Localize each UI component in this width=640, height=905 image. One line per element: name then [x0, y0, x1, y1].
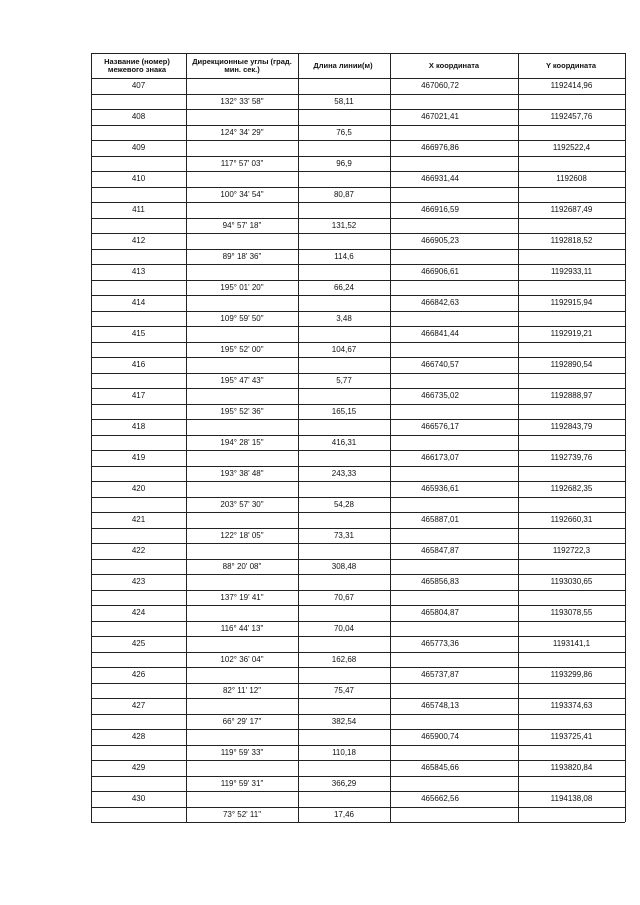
line-length: 165,15: [331, 406, 357, 416]
direction-angle: 94° 57' 18": [222, 220, 262, 230]
direction-angle: 88° 20' 08": [222, 561, 262, 571]
line-length: 76,5: [336, 127, 352, 137]
row-rule: [91, 512, 625, 513]
header-point-name: Название (номер) межевого знака: [104, 57, 170, 74]
point-number: 415: [131, 329, 146, 339]
row-rule: [91, 543, 625, 544]
point-number: 412: [131, 236, 146, 246]
row-rule: [91, 388, 625, 389]
row-rule: [91, 435, 625, 436]
x-coordinate: 465847,87: [421, 546, 459, 556]
point-number: 408: [131, 112, 146, 122]
row-rule: [91, 404, 625, 405]
row-rule: [91, 202, 625, 203]
line-length: 70,04: [333, 623, 355, 633]
y-coordinate: 1192919,21: [550, 329, 593, 339]
row-rule: [91, 683, 625, 684]
row-rule: [91, 466, 625, 467]
point-number: 423: [131, 577, 146, 587]
row-rule: [91, 745, 625, 746]
y-coordinate: 1192522,4: [552, 143, 591, 153]
line-length: 17,46: [333, 809, 355, 819]
y-coordinate: 1192414,96: [550, 81, 593, 91]
y-coordinate: 1193299,86: [550, 670, 593, 680]
line-length: 382,54: [331, 716, 357, 726]
x-coordinate: 466576,17: [421, 422, 459, 432]
direction-angle: 119° 59' 31": [220, 778, 264, 788]
point-number: 416: [131, 360, 146, 370]
y-coordinate: 1192888,97: [550, 391, 593, 401]
row-rule: [91, 590, 625, 591]
point-number: 418: [131, 422, 146, 432]
y-coordinate: 1193725,41: [550, 732, 593, 742]
row-rule: [91, 729, 625, 730]
row-rule: [91, 373, 625, 374]
line-length: 366,29: [331, 778, 357, 788]
point-number: 409: [131, 143, 146, 153]
row-rule: [91, 807, 625, 808]
header-x-coordinate: X координата: [428, 61, 480, 70]
row-rule: [91, 559, 625, 560]
y-coordinate: 1193141,1: [552, 639, 591, 649]
line-length: 58,11: [334, 96, 354, 106]
row-rule: [91, 326, 625, 327]
point-number: 426: [131, 670, 146, 680]
direction-angle: 195° 52' 36": [220, 406, 264, 416]
row-rule: [91, 621, 625, 622]
row-rule: [91, 311, 625, 312]
line-length: 416,31: [331, 437, 357, 447]
x-coordinate: 466841,44: [421, 329, 459, 339]
y-coordinate: 1192722,3: [552, 546, 591, 556]
direction-angle: 109° 59' 50": [220, 313, 264, 323]
y-coordinate: 1192687,49: [550, 205, 593, 215]
point-number: 407: [131, 81, 146, 91]
row-rule: [91, 187, 625, 188]
row-rule: [91, 109, 625, 110]
y-coordinate: 1192608: [556, 174, 587, 184]
header-bottom-rule: [91, 78, 625, 79]
y-coordinate: 1192933,11: [550, 267, 593, 277]
row-rule: [91, 94, 625, 95]
line-length: 96,9: [336, 158, 352, 168]
row-rule: [91, 295, 625, 296]
table-bottom-rule: [91, 822, 625, 823]
header-line-length: Длина линии(м): [313, 61, 373, 70]
y-coordinate: 1194138,08: [550, 794, 593, 804]
table-top-rule: [91, 53, 625, 54]
row-rule: [91, 264, 625, 265]
line-length: 110,18: [332, 747, 356, 757]
line-length: 54,28: [333, 499, 355, 509]
point-number: 422: [131, 546, 146, 556]
y-coordinate: 1193820,84: [550, 763, 593, 773]
point-number: 410: [131, 174, 146, 184]
direction-angle: 195° 47' 43": [220, 375, 264, 385]
x-coordinate: 465900,74: [421, 732, 459, 742]
direction-angle: 132° 33' 58": [220, 96, 264, 106]
header-direction-angles: Дирекционные углы (град. мин. сек.): [192, 57, 292, 74]
point-number: 421: [131, 515, 146, 525]
x-coordinate: 465936,61: [421, 484, 459, 494]
line-length: 131,52: [331, 220, 357, 230]
line-length: 73,31: [333, 530, 355, 540]
row-rule: [91, 698, 625, 699]
point-number: 430: [131, 794, 146, 804]
direction-angle: 124° 34' 29": [220, 127, 264, 137]
row-rule: [91, 357, 625, 358]
x-coordinate: 465773,36: [421, 639, 459, 649]
x-coordinate: 466931,44: [421, 174, 459, 184]
row-rule: [91, 171, 625, 172]
y-coordinate: 1192457,76: [550, 112, 593, 122]
y-coordinate: 1193030,65: [550, 577, 593, 587]
direction-angle: 100° 34' 54": [220, 189, 264, 199]
direction-angle: 89° 18' 36": [222, 251, 262, 261]
direction-angle: 193° 38' 48": [220, 468, 264, 478]
row-rule: [91, 652, 625, 653]
x-coordinate: 467060,72: [421, 81, 459, 91]
x-coordinate: 466740,57: [421, 360, 459, 370]
row-rule: [91, 342, 625, 343]
direction-angle: 203° 57' 30": [220, 499, 264, 509]
row-rule: [91, 791, 625, 792]
line-length: 162,68: [331, 654, 357, 664]
x-coordinate: 466842,63: [421, 298, 459, 308]
point-number: 427: [131, 701, 146, 711]
line-length: 5,77: [336, 375, 352, 385]
row-rule: [91, 280, 625, 281]
direction-angle: 194° 28' 15": [220, 437, 264, 447]
row-rule: [91, 574, 625, 575]
line-length: 104,67: [331, 344, 357, 354]
y-coordinate: 1192682,35: [550, 484, 593, 494]
row-rule: [91, 125, 625, 126]
direction-angle: 137° 19' 41": [220, 592, 264, 602]
y-coordinate: 1192739,76: [550, 453, 593, 463]
point-number: 425: [131, 639, 146, 649]
row-rule: [91, 450, 625, 451]
direction-angle: 116° 44' 13": [220, 623, 264, 633]
row-rule: [91, 636, 625, 637]
line-length: 66,24: [333, 282, 355, 292]
y-coordinate: 1192818,52: [550, 236, 593, 246]
x-coordinate: 465804,87: [421, 608, 459, 618]
column-rule: [625, 53, 626, 822]
direction-angle: 117° 57' 03": [220, 158, 264, 168]
line-length: 75,47: [333, 685, 355, 695]
row-rule: [91, 233, 625, 234]
point-number: 419: [131, 453, 146, 463]
y-coordinate: 1192915,94: [550, 298, 593, 308]
y-coordinate: 1192660,31: [550, 515, 593, 525]
point-number: 414: [131, 298, 146, 308]
x-coordinate: 465856,83: [421, 577, 459, 587]
point-number: 424: [131, 608, 146, 618]
y-coordinate: 1192890,54: [550, 360, 593, 370]
x-coordinate: 466905,23: [421, 236, 459, 246]
row-rule: [91, 714, 625, 715]
x-coordinate: 466976,86: [421, 143, 459, 153]
direction-angle: 66° 29' 17": [222, 716, 262, 726]
row-rule: [91, 249, 625, 250]
row-rule: [91, 140, 625, 141]
point-number: 417: [131, 391, 146, 401]
row-rule: [91, 218, 625, 219]
point-number: 420: [131, 484, 146, 494]
x-coordinate: 466735,02: [421, 391, 459, 401]
row-rule: [91, 776, 625, 777]
x-coordinate: 465845,66: [421, 763, 459, 773]
row-rule: [91, 605, 625, 606]
direction-angle: 73° 52' 11": [222, 809, 262, 819]
row-rule: [91, 497, 625, 498]
x-coordinate: 465737,87: [421, 670, 459, 680]
x-coordinate: 465662,56: [421, 794, 459, 804]
point-number: 428: [131, 732, 146, 742]
x-coordinate: 465748,13: [421, 701, 459, 711]
direction-angle: 82° 11' 12": [222, 685, 262, 695]
y-coordinate: 1193078,55: [550, 608, 593, 618]
point-number: 413: [131, 267, 146, 277]
x-coordinate: 467021,41: [421, 112, 459, 122]
direction-angle: 122° 18' 05": [220, 530, 264, 540]
x-coordinate: 466173,07: [421, 453, 459, 463]
row-rule: [91, 419, 625, 420]
line-length: 80,87: [333, 189, 355, 199]
direction-angle: 195° 52' 00": [220, 344, 264, 354]
line-length: 308,48: [331, 561, 357, 571]
x-coordinate: 466906,61: [421, 267, 459, 277]
line-length: 70,67: [333, 592, 355, 602]
line-length: 114,6: [334, 251, 354, 261]
row-rule: [91, 667, 625, 668]
row-rule: [91, 156, 625, 157]
x-coordinate: 465887,01: [421, 515, 459, 525]
point-number: 429: [131, 763, 146, 773]
row-rule: [91, 760, 625, 761]
point-number: 411: [132, 205, 145, 215]
y-coordinate: 1193374,63: [550, 701, 593, 711]
direction-angle: 119° 59' 33": [220, 747, 264, 757]
header-y-coordinate: Y координата: [545, 61, 597, 70]
y-coordinate: 1192843,79: [550, 422, 593, 432]
row-rule: [91, 481, 625, 482]
direction-angle: 102° 36' 04": [220, 654, 264, 664]
row-rule: [91, 528, 625, 529]
direction-angle: 195° 01' 20": [220, 282, 264, 292]
line-length: 3,48: [336, 313, 352, 323]
line-length: 243,33: [331, 468, 357, 478]
x-coordinate: 466916,59: [421, 205, 459, 215]
